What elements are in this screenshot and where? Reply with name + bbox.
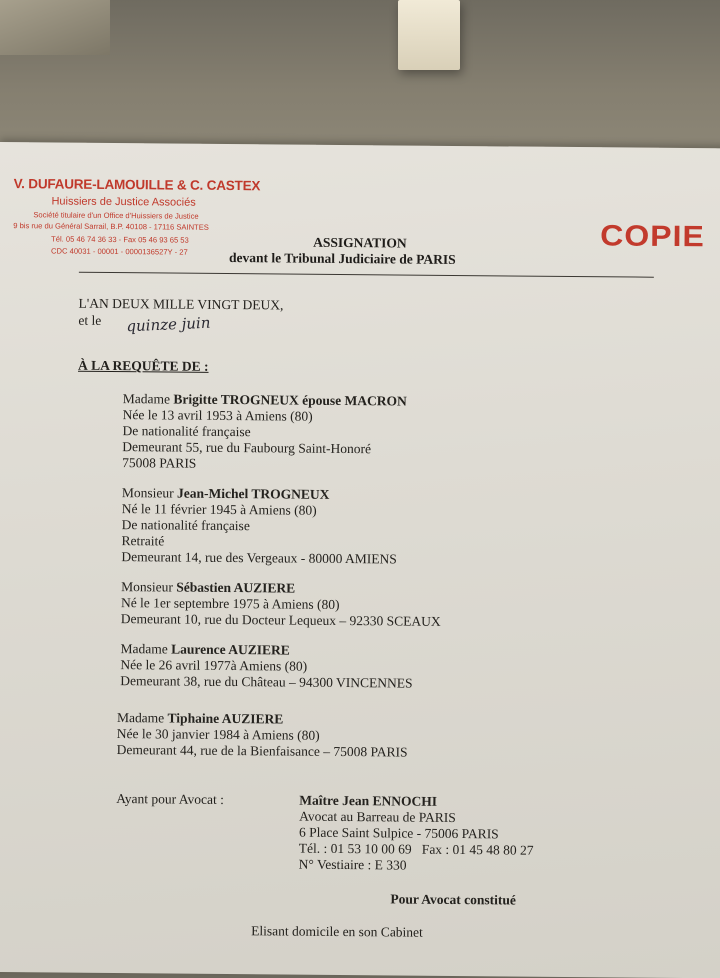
handwritten-date: quinze juin (126, 313, 211, 336)
party-line: Né le 11 février 1945 à Amiens (80) (121, 501, 317, 518)
party-block (117, 710, 408, 761)
avocat-label: Ayant pour Avocat : (116, 791, 224, 807)
party-name: Brigitte TROGNEUX épouse MACRON (173, 391, 407, 409)
avocat-name: Maître Jean ENNOCHI (299, 792, 438, 809)
header-divider (79, 272, 654, 278)
party-line: De nationalité française (121, 517, 250, 534)
party-line: Demeurant 44, rue de la Bienfaisance – 75008 PARIS (116, 742, 408, 760)
party-block (121, 485, 397, 567)
party-line: Demeurant 38, rue du Château – 94300 VINCENNES (120, 673, 413, 691)
letterhead-phone: Tél. 05 46 74 36 33 - Fax 05 46 93 65 53 (51, 234, 189, 245)
requete-heading: À LA REQUÊTE DE : (77, 357, 209, 374)
party-line: De nationalité française (122, 423, 251, 440)
document-subtitle: devant le Tribunal Judiciaire de PARIS (228, 250, 456, 267)
avocat-line: 6 Place Saint Sulpice - 75006 PARIS (298, 824, 499, 842)
letterhead-line: Société titulaire d'un Office d'Huissiers de Justice (33, 210, 199, 221)
party-line: Demeurant 10, rue du Docteur Lequeux – 92330 SCEAUX (120, 611, 441, 629)
party-line: Retraité (121, 533, 165, 549)
avocat-line: Avocat au Barreau de PARIS (299, 808, 456, 826)
party-line: Demeurant 55, rue du Faubourg Saint-Honoré (122, 439, 372, 457)
letterhead-cdc: CDC 40031 - 00001 - 0000136527Y - 27 (51, 246, 188, 257)
party-title: Madame (120, 641, 168, 657)
party-title: Madame (122, 391, 171, 407)
party-title: Madame (116, 710, 165, 726)
party-line: Demeurant 14, rue des Vergeaux - 80000 AMIENS (121, 549, 397, 567)
letterhead-name: V. DUFAURE-LAMOUILLE & C. CASTEX (13, 176, 261, 194)
date-year: L'AN DEUX MILLE VINGT DEUX, (78, 295, 284, 313)
elisant-domicile: Elisant domicile en son Cabinet (251, 923, 423, 940)
avocat-tel: Tél. : 01 53 10 00 69 (298, 840, 412, 857)
party-name: Jean-Michel TROGNEUX (177, 485, 330, 502)
white-box-object (398, 0, 460, 70)
party-line: Née le 30 janvier 1984 à Amiens (80) (116, 726, 320, 743)
party-line: Né le 1er septembre 1975 à Amiens (80) (120, 595, 340, 612)
party-title: Monsieur (121, 485, 174, 501)
party-block (121, 579, 441, 630)
party-name: Tiphaine AUZIERE (167, 710, 284, 727)
letterhead-address: 9 bis rue du Général Sarrail, B.P. 40108 - 17116 SAINTES (13, 221, 209, 232)
party-name: Laurence AUZIERE (171, 641, 290, 658)
avocat-fax: Fax : 01 45 48 80 27 (421, 841, 534, 858)
party-block (122, 391, 407, 473)
party-block (120, 641, 413, 692)
party-title: Monsieur (121, 579, 173, 595)
avocat-constitue: Pour Avocat constitué (390, 891, 516, 908)
party-line: Née le 13 avril 1953 à Amiens (80) (122, 407, 313, 424)
letterhead-subtitle: Huissiers de Justice Associés (51, 195, 196, 209)
avocat-block (299, 793, 534, 875)
document-title: ASSIGNATION (313, 234, 407, 251)
party-line: 75008 PARIS (122, 455, 197, 471)
party-name: Sébastien AUZIERE (176, 579, 296, 596)
avocat-vestiaire: N° Vestiaire : E 330 (298, 856, 407, 873)
table-object (0, 0, 110, 55)
copie-stamp: COPIE (600, 218, 705, 253)
date-prefix: et le (78, 312, 102, 328)
document-page (0, 142, 720, 978)
party-line: Née le 26 avril 1977à Amiens (80) (120, 657, 308, 674)
